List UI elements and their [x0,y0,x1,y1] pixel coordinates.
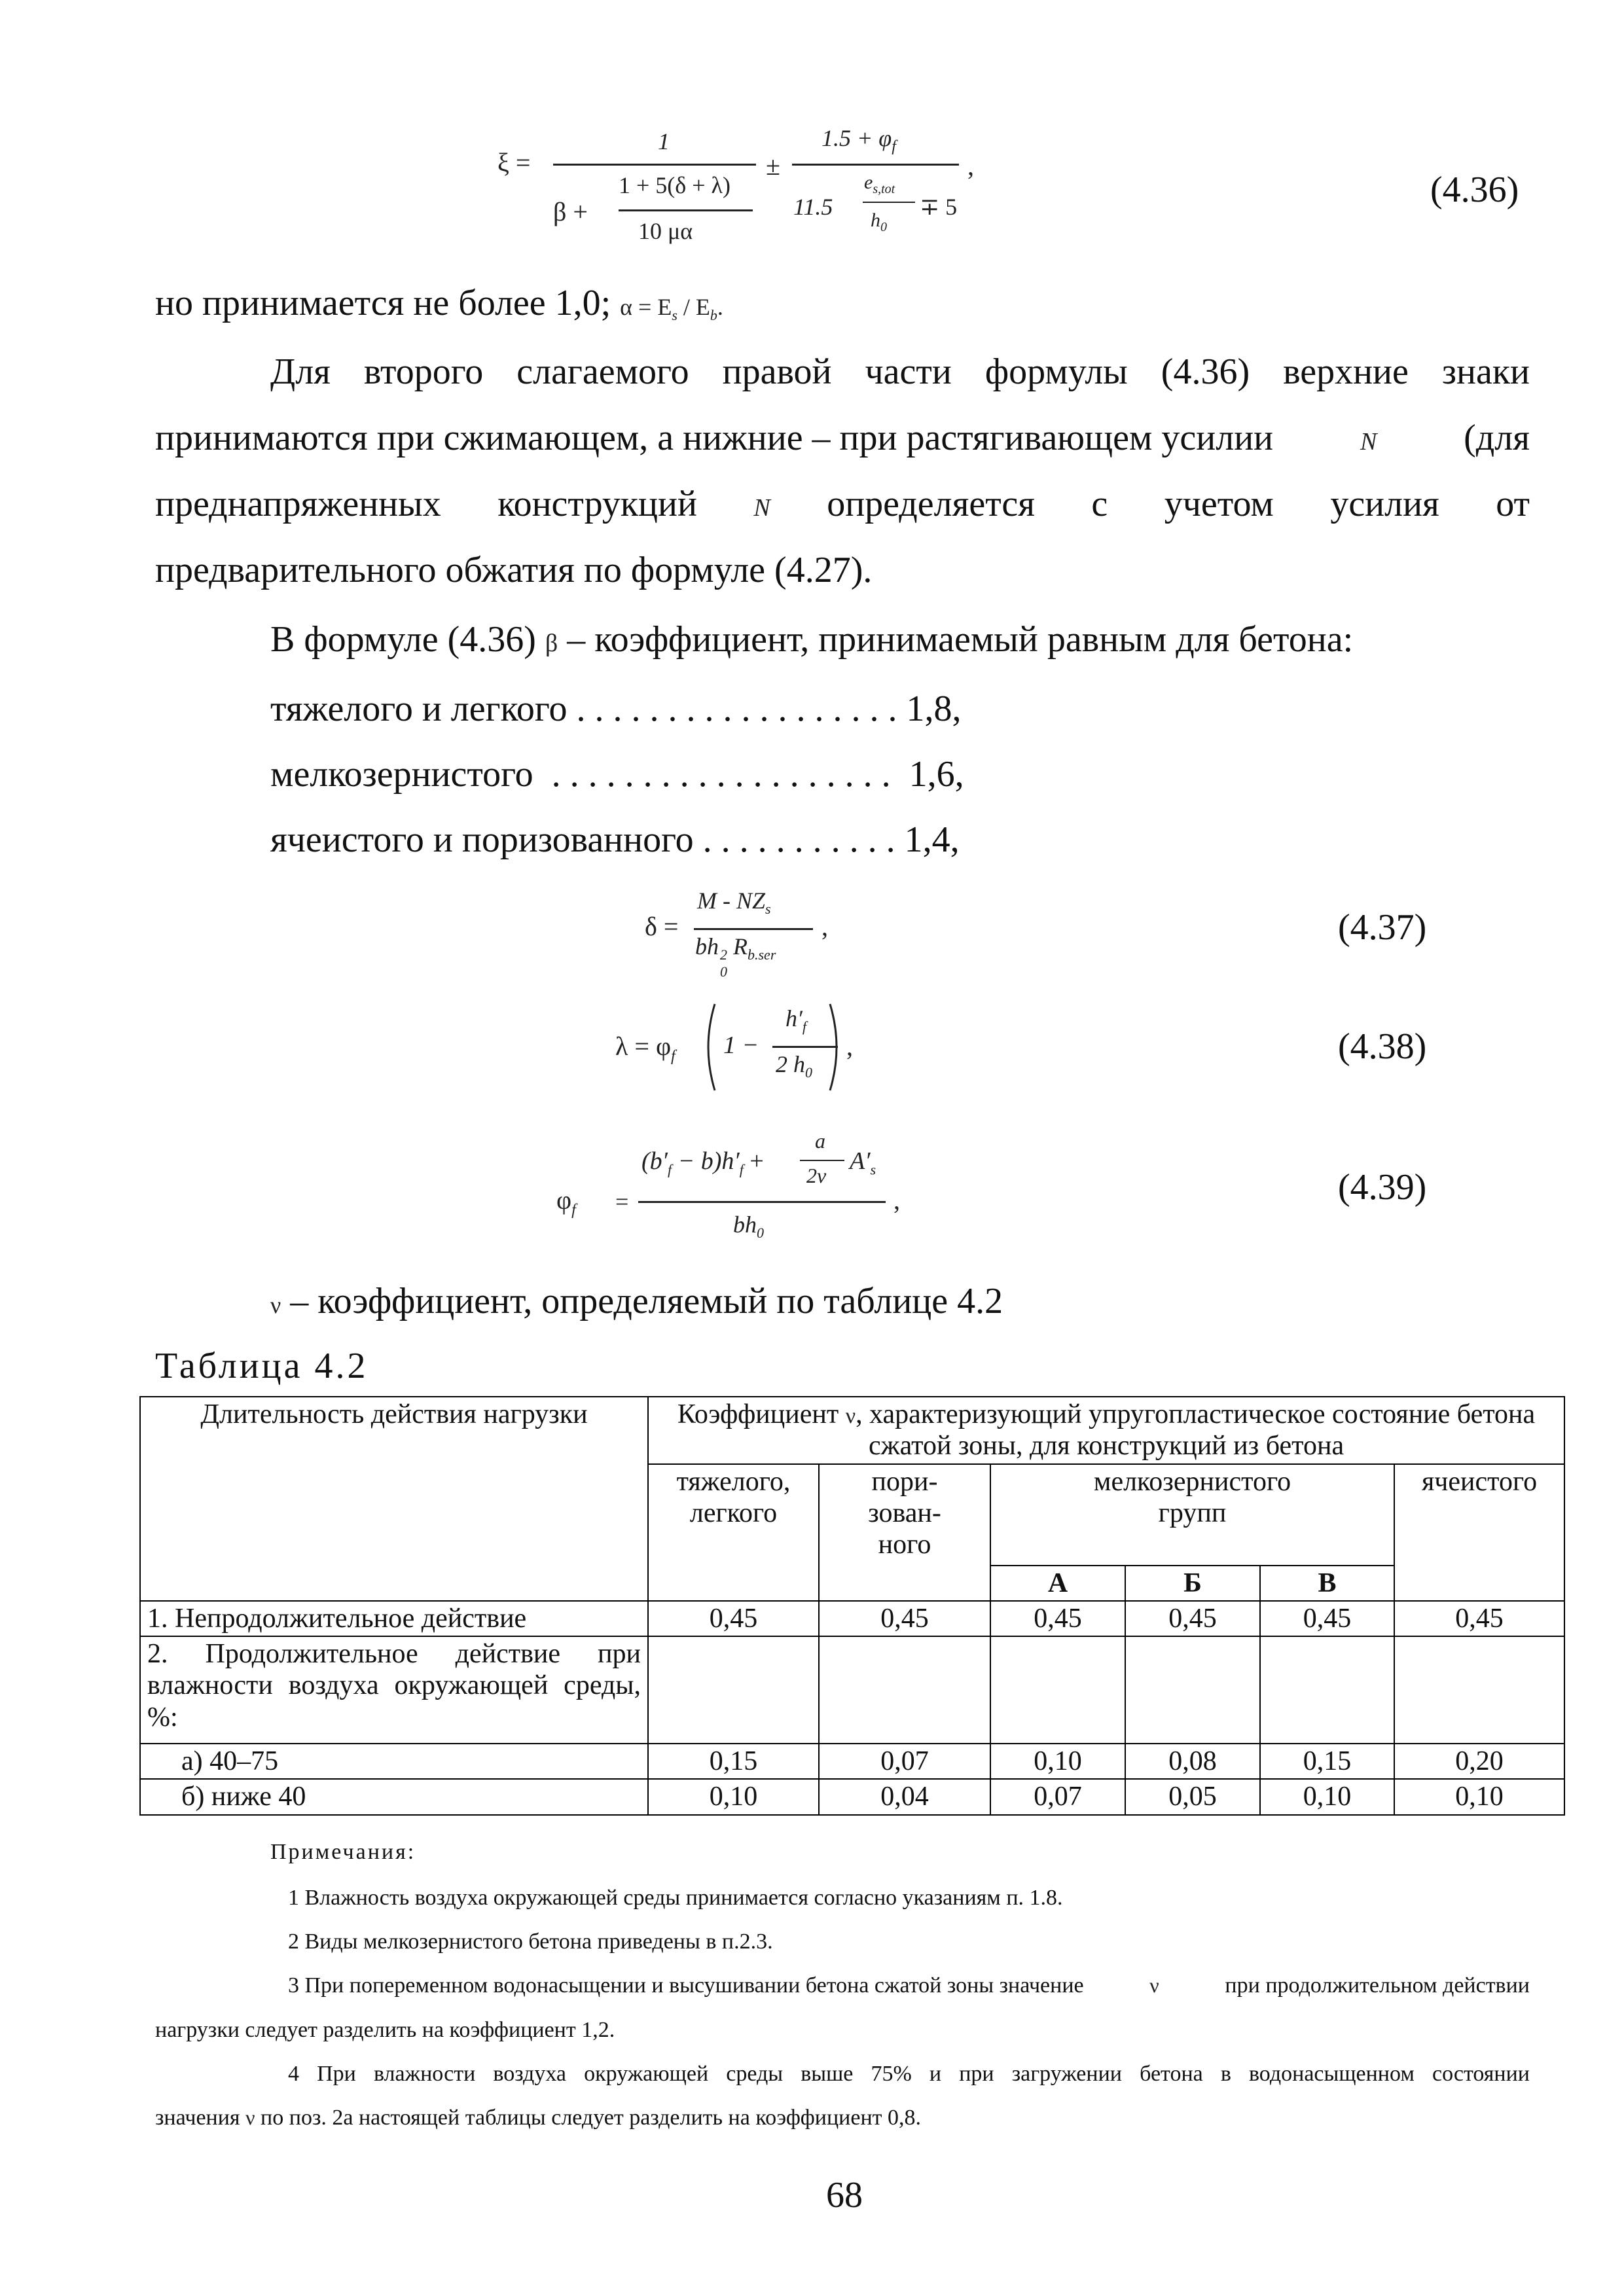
f439-A-sub: s [870,1161,876,1178]
table-cell: 0,45 [990,1601,1125,1636]
alpha-sub-b: b [710,307,717,324]
f436-den-frac-num [864,171,895,197]
f438-num [785,1005,806,1035]
lambda-lhs [615,1031,676,1066]
f437-num-sub: s [765,901,771,918]
f439-frac-den: 2ν [806,1164,827,1187]
not-more-than-text: но принимается не более 1,0; [155,283,611,323]
f437-den [695,933,776,980]
para1-word-from: от [1496,484,1530,524]
table-cell: 0,10 [990,1744,1125,1779]
f439-frac-num: a [815,1129,825,1153]
alpha-mid: / E [677,294,710,320]
f436-h-text: h [871,209,880,231]
table-cell-empty [819,1636,990,1744]
row-below-40-label: б) ниже 40 [140,1779,648,1814]
para1-line2 [155,416,1530,460]
f438-left-paren [699,1001,719,1093]
header-porous: пори- зован- ного [819,1464,990,1601]
f439-h-prime: − b)h′ [672,1147,740,1175]
f436-second-num-sub: f [892,138,896,156]
formula-number-4-38: (4.38) [1338,1026,1427,1067]
formula-number-4-39: (4.39) [1338,1167,1427,1208]
f438-one-minus: 1 − [723,1031,759,1059]
phi-lhs-text: φ [556,1185,572,1215]
lambda-lhs-sub: f [671,1048,676,1065]
header-coef-nu: ν [845,1404,856,1428]
f439-b-sub: f [667,1161,672,1178]
para1-word-prestressed: преднапряженных [155,484,441,524]
f436-second-num [821,124,896,156]
row-long-term-label: 2. Продолжительное действие при влажности воздуха окружающей среды, %: [140,1636,648,1744]
lambda-lhs-text: λ = φ [615,1031,672,1061]
note-1: 1 Влажность воздуха окружающей среды принимается согласно указаниям п. 1.8. [288,1886,1063,1910]
table-cell: 0,04 [819,1779,990,1814]
note-4-line-1: 4 При влажности воздуха окружающей среды выше 75% и при загружении бетона в водонасыщенном состоянии [288,2062,1530,2086]
f439-b-prime: (b′ [641,1147,668,1175]
table-cell: 0,07 [990,1779,1125,1814]
beta-list-item-2: мелкозернистого . . . . . . . . . . . . . . . . . . . 1,6, [270,754,964,795]
table-cell: 0,10 [1394,1779,1564,1814]
note-3-text-a: 3 При попеременном водонасыщении и высушивании бетона сжатой зоны значение [288,1973,1084,1998]
f437-R: R [733,933,748,960]
notes-title: Примечания: [270,1840,416,1864]
symbol-beta: β [545,630,558,657]
para2-end: – коэффициент, принимаемый равным для бетона: [567,619,1354,660]
note-3-nu: ν [1149,1973,1159,1997]
f437-sub-0: 0 [720,963,727,980]
f436-den-suffix: ∓ 5 [920,194,958,220]
table-row [140,1636,1564,1744]
table-cell-empty [1260,1636,1394,1744]
table-cell: 0,45 [648,1601,819,1636]
f437-comma: , [821,912,828,941]
table-cell-empty [1125,1636,1260,1744]
alpha-end: . [717,294,723,320]
table-row [140,1779,1564,1814]
alpha-lhs: α = E [620,294,672,320]
f436-main-fraction-bar [553,164,756,166]
header-group-B: Б [1125,1566,1260,1601]
para1-word-force: усилия [1330,484,1439,524]
f439-comma: , [893,1185,900,1215]
table-cell: 0,45 [1394,1601,1564,1636]
formula-number-4-37: (4.37) [1338,907,1427,948]
alpha-formula [620,294,723,324]
para1-word-with: с [1091,484,1108,524]
phi-lhs-sub: f [571,1202,576,1219]
para2-start: В формуле (4.36) [270,619,536,660]
f439-den-text: bh [733,1211,757,1238]
f439-plus: + [749,1147,764,1175]
formula-number-4-36: (4.36) [1430,170,1519,210]
table-header-row-1 [140,1397,1564,1464]
para1-line2-text: принимаются при сжимающем, а нижние – при растягивающем усилии [155,418,1274,458]
table-cell: 0,05 [1125,1779,1260,1814]
f436-e-sub: s,tot [873,182,895,196]
xi-lhs: ξ = [497,148,531,177]
f436-h-sub: 0 [880,220,887,234]
f437-num [697,887,771,918]
table-cell: 0,45 [1260,1601,1394,1636]
page-number: 68 [826,2175,863,2215]
f439-inner-fraction-bar [800,1160,844,1161]
nu-definition-text: – коэффициент, определяемый по таблице 4.2 [290,1281,1003,1321]
table-cell: 0,08 [1125,1744,1260,1779]
f439-num-main [641,1147,764,1179]
note-4-text-b: значения [155,2106,240,2130]
para1-word-account: учетом [1164,484,1274,524]
f436-beta-plus: β + [553,197,588,226]
f438-den-sub: 0 [805,1064,812,1081]
para1-line1: Для второго слагаемого правой части формулы (4.36) верхние знаки [270,351,1530,392]
row-40-75-label: а) 40–75 [140,1744,648,1779]
f437-fraction-bar [694,928,813,930]
phi-lhs [556,1185,576,1219]
f436-second-fraction-bar [792,164,959,166]
para1-line3 [155,482,1530,526]
f439-num-tail [850,1147,876,1179]
header-heavy-light: тяжелого, легкого [648,1464,819,1601]
f436-second-num-text: 1.5 + φ [821,125,892,151]
table-cell: 0,10 [648,1779,819,1814]
header-fine-grained: мелкозернистого групп [990,1464,1394,1566]
para1-line2-end: (для [1464,418,1530,458]
f436-e-text: e [864,171,873,193]
f438-num-text: h′ [785,1005,803,1031]
table-caption: Таблица 4.2 [155,1346,369,1386]
para1-word-structures: конструкций [497,484,697,524]
alpha-definition-line [155,281,723,325]
f439-A-prime: A′ [850,1147,871,1175]
header-load-duration: Длительность действия нагрузки [140,1397,648,1601]
header-coef-word: Коэффициент [677,1399,839,1429]
table-cell-empty [648,1636,819,1744]
f439-main-fraction-bar [638,1201,886,1203]
f437-sup-2: 2 [720,946,727,963]
para1-word-determined: определяется [827,484,1035,524]
header-group-V: В [1260,1566,1394,1601]
para1-line4: предварительного обжатия по формуле (4.27). [155,550,873,590]
para2 [270,618,1353,662]
f439-eq: = [615,1189,629,1215]
header-cellular: ячеистого [1394,1464,1564,1601]
f436-inner-num: 1 + 5(δ + λ) [619,172,731,198]
table-cell: 0,20 [1394,1744,1564,1779]
table-cell-empty [990,1636,1125,1744]
f436-comma: , [967,151,974,181]
symbol-nu: ν [270,1292,281,1318]
table-row [140,1744,1564,1779]
table-row [140,1601,1564,1636]
table-4-2 [139,1396,1565,1816]
note-3-line-2: нагрузки следует разделить на коэффициент 1,2. [155,2018,615,2042]
table-cell: 0,45 [819,1601,990,1636]
f437-num-text: M - NZ [697,888,766,914]
f436-den-frac-den [871,209,887,235]
table-cell: 0,15 [648,1744,819,1779]
symbol-N: N [1360,428,1377,456]
f438-comma: , [846,1031,853,1061]
f438-num-sub: f [802,1018,806,1035]
row-short-term-label: 1. Непродолжительное действие [140,1601,648,1636]
f437-bh: bh [695,933,719,960]
nu-definition-line [270,1280,1003,1323]
table-cell: 0,10 [1260,1779,1394,1814]
note-3-text-b: при продолжительном действии [1225,1973,1530,1998]
f436-den-prefix: 11.5 [793,194,833,220]
note-4-line-2 [155,2104,921,2132]
header-group-A: А [990,1566,1125,1601]
symbol-N-2: N [753,494,770,522]
f439-den-sub: 0 [757,1225,764,1242]
delta-lhs: δ = [645,912,679,941]
beta-list-item-1: тяжелого и легкого . . . . . . . . . . . . . . . . . . 1,8, [270,689,962,729]
f438-den-text: 2 h [776,1051,805,1077]
f436-inner-den: 10 μα [638,218,693,244]
f439-den [733,1211,764,1242]
f436-den-frac-bar [863,202,915,203]
beta-list-item-3: ячеистого и поризованного . . . . . . . . . . . 1,4, [270,819,960,860]
f438-den [776,1050,812,1081]
note-3-line-1 [288,1971,1530,2000]
header-coef-rest: , характеризующий упругопластическое состояние бетона сжатой зоны, для конструкций из бетона [856,1399,1536,1462]
header-coefficient [648,1397,1564,1464]
table-cell-empty [1394,1636,1564,1744]
alpha-sub-s: s [672,307,677,324]
f437-sub-bser: b.ser [748,946,776,963]
table-cell: 0,15 [1260,1744,1394,1779]
f439-h-sub: f [739,1161,744,1178]
note-2: 2 Виды мелкозернистого бетона приведены в п.2.3. [288,1929,773,1954]
note-4-text-c: по поз. 2а настоящей таблицы следует разделить на коэффициент 0,8. [261,2106,922,2130]
table-cell: 0,45 [1125,1601,1260,1636]
table-cell: 0,07 [819,1744,990,1779]
note-4-nu: ν [245,2106,255,2129]
f438-right-paren [826,1001,846,1093]
f436-plus-minus: ± [766,151,780,181]
f436-inner-fraction-bar [619,209,753,211]
f436-first-num: 1 [658,128,670,154]
